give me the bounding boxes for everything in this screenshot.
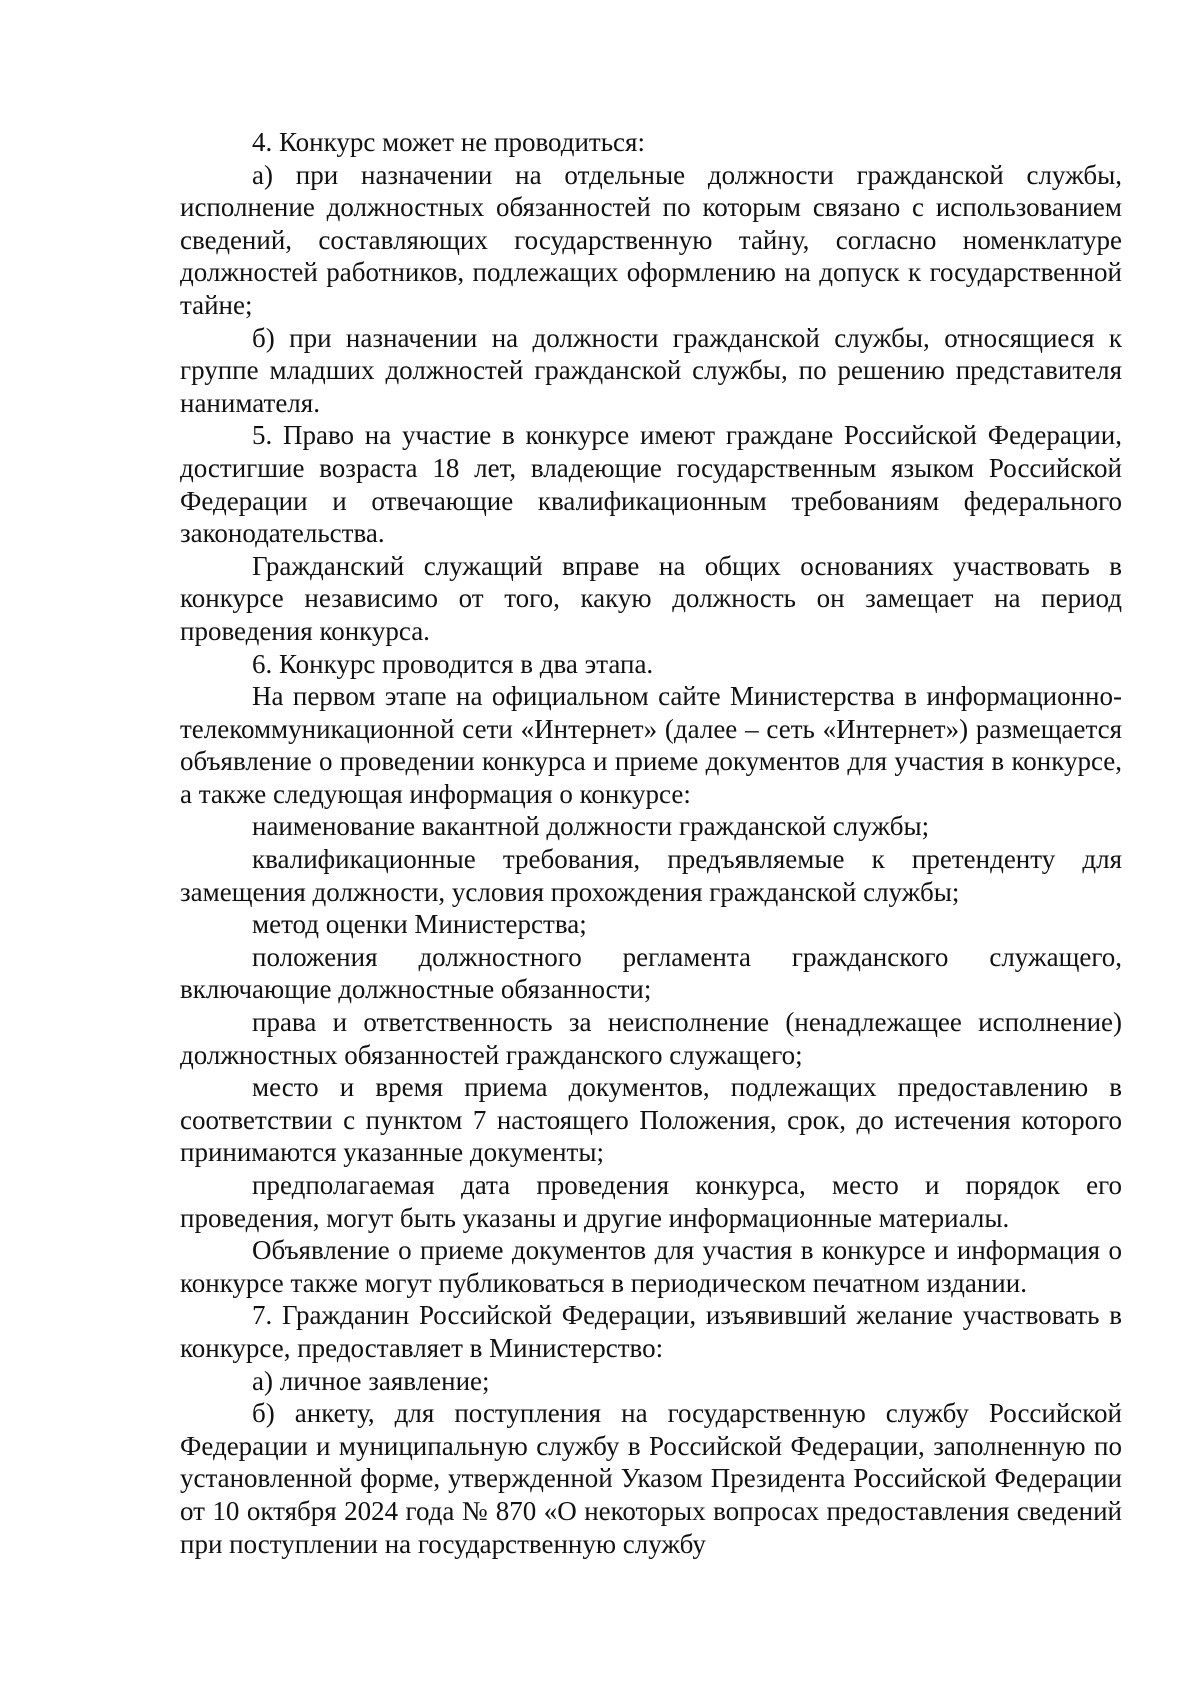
paragraph-4-heading: 4. Конкурс может не проводиться:: [252, 127, 645, 157]
paragraph-6-item-qualifications: квалификационные требования, предъявляемые к претенденту для замещения должности, условия прохождения гражданской службы;: [180, 844, 1122, 907]
paragraph-7a: а) личное заявление;: [252, 1365, 490, 1396]
paragraph-6: 6. Конкурс проводится в два этапа.: [252, 648, 654, 679]
paragraph-7b: б) анкету, для поступления на государственную службу Российской Федерации и муниципальную службу в Российской Федерации, заполненную по установленной форме, утвержденной Указом Президента Российской Федерации от 10 октября 2024 года № 870 «О некоторых вопросах предоставления сведений при поступлении на государственную службу: [180, 1398, 1122, 1559]
paragraph-6-publication: Объявление о приеме документов для участия в конкурсе и информация о конкурсе также могут публиковаться в периодическом печатном издании.: [180, 1235, 1122, 1298]
paragraph-4a: а) при назначении на отдельные должности гражданской службы, исполнение должностных обязанностей по которым связано с использованием сведений, составляющих государственную тайну, согласно номенклатуре должностей работников, подлежащих оформлению на допуск к государственной тайне;: [180, 159, 1122, 320]
paragraph-6-item-rights: права и ответственность за неисполнение (ненадлежащее исполнение) должностных обязанностей гражданского служащего;: [180, 1007, 1122, 1070]
paragraph-6-item-regulations: положения должностного регламента гражданского служащего, включающие должностные обязанности;: [180, 941, 1122, 1005]
paragraph-4b: б) при назначении на должности гражданской службы, относящиеся к группе младших должностей гражданской службы, по решению представителя нанимателя.: [180, 322, 1122, 418]
paragraph-6-first-stage: На первом этапе на официальном сайте Министерства в информационно-телекоммуникационной сети «Интернет» (далее – сеть «Интернет») размещается объявление о проведении конкурса и приеме документов для участия в конкурсе, а также следующая информация о конкурсе:: [180, 681, 1122, 809]
paragraph-5-civil-servant: Гражданский служащий вправе на общих основаниях участвовать в конкурсе независимо от того, какую должность он замещает на период проведения конкурса.: [180, 550, 1122, 646]
document-body: [180, 126, 1122, 1560]
paragraph-6-item-date: предполагаемая дата проведения конкурса, место и порядок его проведения, могут быть указаны и другие информационные материалы.: [180, 1170, 1122, 1233]
paragraph-6-item-documents-time: место и время приема документов, подлежащих предоставлению в соответствии с пунктом 7 настоящего Положения, срок, до истечения которого принимаются указанные документы;: [180, 1072, 1122, 1168]
paragraph-5: 5. Право на участие в конкурсе имеют граждане Российской Федерации, достигшие возраста 18 лет, владеющие государственным языком Российской Федерации и отвечающие квалификационным требованиям федерального законодательства.: [180, 420, 1122, 549]
paragraph-6-item-position-name: наименование вакантной должности гражданской службы;: [252, 811, 930, 842]
paragraph-6-item-assessment-method: метод оценки Министерства;: [252, 909, 587, 940]
paragraph-7: 7. Гражданин Российской Федерации, изъявивший желание участвовать в конкурсе, предоставляет в Министерство:: [180, 1300, 1122, 1363]
